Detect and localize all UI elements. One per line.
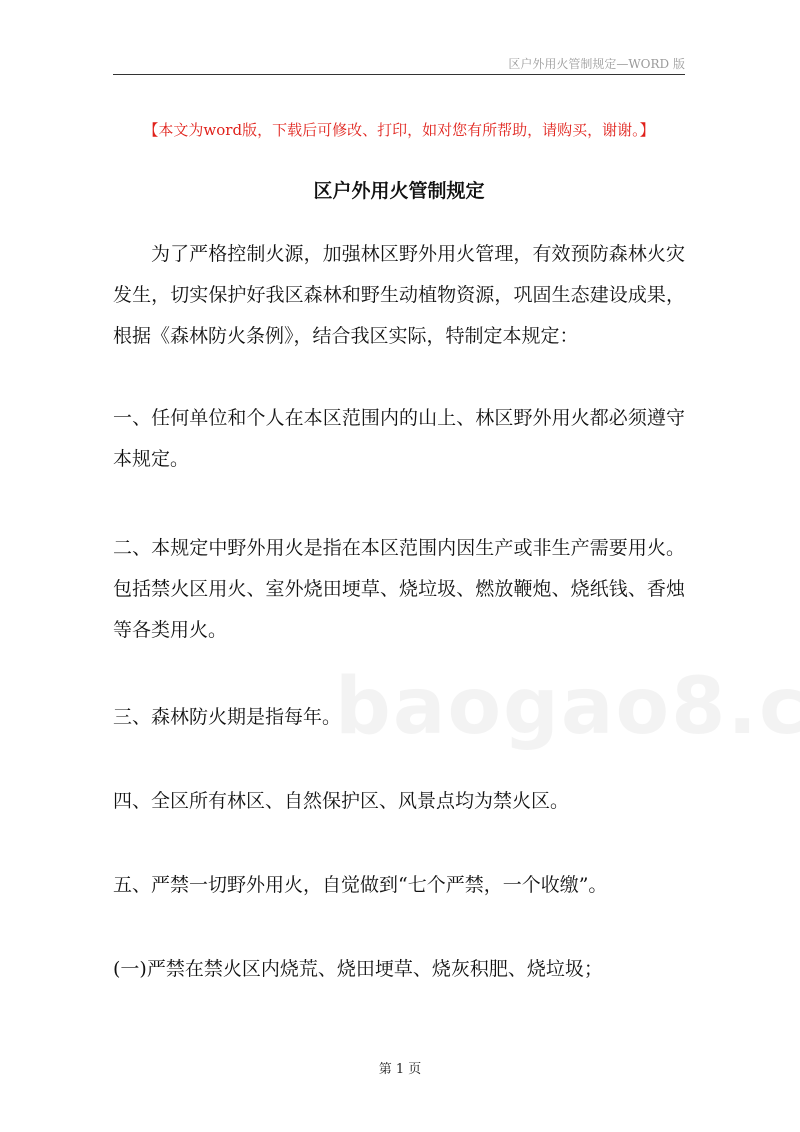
section-2: 二、本规定中野外用火是指在本区范围内因生产或非生产需要用火。包括禁火区用火、室外烧田埂草、烧垃圾、燃放鞭炮、烧纸钱、香烛等各类用火。 — [113, 537, 685, 641]
watermark — [335, 662, 800, 752]
running-header: 区户外用火管制规定—WORD 版 — [508, 57, 685, 71]
purchase-notice: 【本文为word版，下载后可修改、打印，如对您有所帮助，请购买，谢谢。】 — [143, 121, 655, 139]
header-rule — [113, 74, 685, 75]
section-3: 三、森林防火期是指每年。 — [113, 706, 342, 728]
section-1: 一、任何单位和个人在本区范围内的山上、林区野外用火都必须遵守本规定。 — [113, 407, 685, 470]
section-4: 四、全区所有林区、自然保护区、风景点均为禁火区。 — [113, 790, 570, 812]
document-title: 区户外用火管制规定 — [313, 180, 485, 202]
section-5: 五、严禁一切野外用火，自觉做到“七个严禁，一个收缴”。 — [113, 874, 608, 896]
page-number: 第 1 页 — [378, 1062, 422, 1077]
intro-paragraph: 为了严格控制火源，加强林区野外用火管理，有效预防森林火灾发生，切实保护好我区森林和野生动植物资源，巩固生态建设成果，根据《森林防火条例》，结合我区实际，特制定本规定： — [113, 243, 685, 347]
section-5-item-1: (一)严禁在禁火区内烧荒、烧田埂草、烧灰积肥、烧垃圾； — [113, 958, 603, 980]
